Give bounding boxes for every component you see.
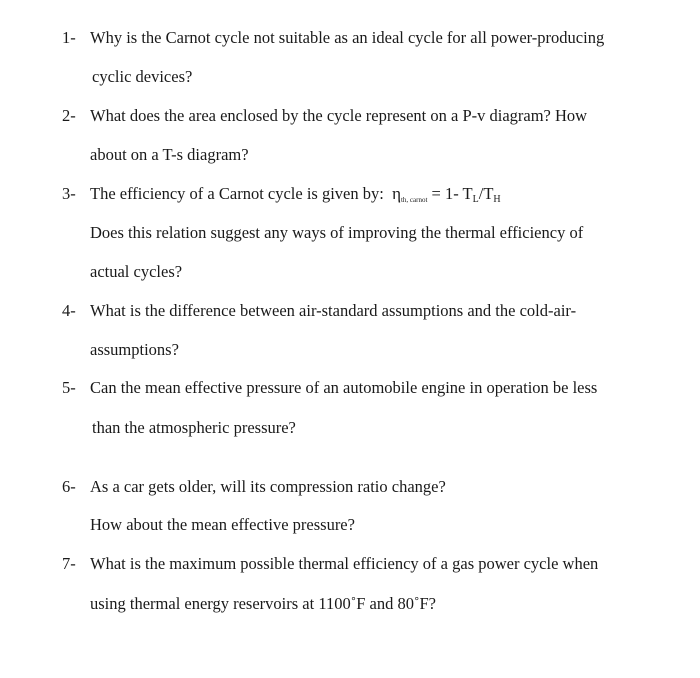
eta-symbol: η <box>392 184 401 203</box>
question-text-line-2: using thermal energy reservoirs at 1100˚F and 80˚F? <box>90 594 436 613</box>
efficiency-formula <box>388 184 501 203</box>
question-text-line-1: What is the maximum possible thermal efficiency of a gas power cycle when <box>90 554 599 573</box>
question-text-line-1: As a car gets older, will its compression ratio change? <box>90 477 446 496</box>
eta-subscript: th, carnot <box>400 196 428 204</box>
formula-intro: The efficiency of a Carnot cycle is given by: <box>90 184 384 203</box>
question-number: 1- <box>62 28 76 47</box>
question-text-line-1: What does the area enclosed by the cycle represent on a P-v diagram? How <box>90 106 588 125</box>
t-low-subscript: L <box>472 194 479 205</box>
formula-equals: = 1- T <box>431 184 473 203</box>
question-text-line-2: Does this relation suggest any ways of improving the thermal efficiency of <box>90 223 584 242</box>
t-high-subscript: H <box>493 194 501 205</box>
question-number: 3- <box>62 184 76 203</box>
question-text-line-1: Can the mean effective pressure of an automobile engine in operation be less <box>90 378 598 397</box>
question-text-line-1 <box>90 184 501 210</box>
question-text-line-1: What is the difference between air-standard assumptions and the cold-air- <box>90 301 577 320</box>
question-number: 5- <box>62 378 76 397</box>
question-number: 2- <box>62 106 76 125</box>
question-number: 4- <box>62 301 76 320</box>
question-number: 7- <box>62 554 76 573</box>
question-number: 6- <box>62 477 76 496</box>
question-text-line-2: How about the mean effective pressure? <box>90 515 355 534</box>
question-text-line-2: assumptions? <box>90 340 179 359</box>
question-text-line-2: than the atmospheric pressure? <box>92 418 296 437</box>
question-text-line-3: actual cycles? <box>90 262 183 281</box>
formula-divide: /T <box>478 184 494 203</box>
question-text-line-2: about on a T-s diagram? <box>90 145 249 164</box>
question-text-line-2: cyclic devices? <box>92 67 193 86</box>
question-text-line-1: Why is the Carnot cycle not suitable as an ideal cycle for all power-producing <box>90 28 605 47</box>
